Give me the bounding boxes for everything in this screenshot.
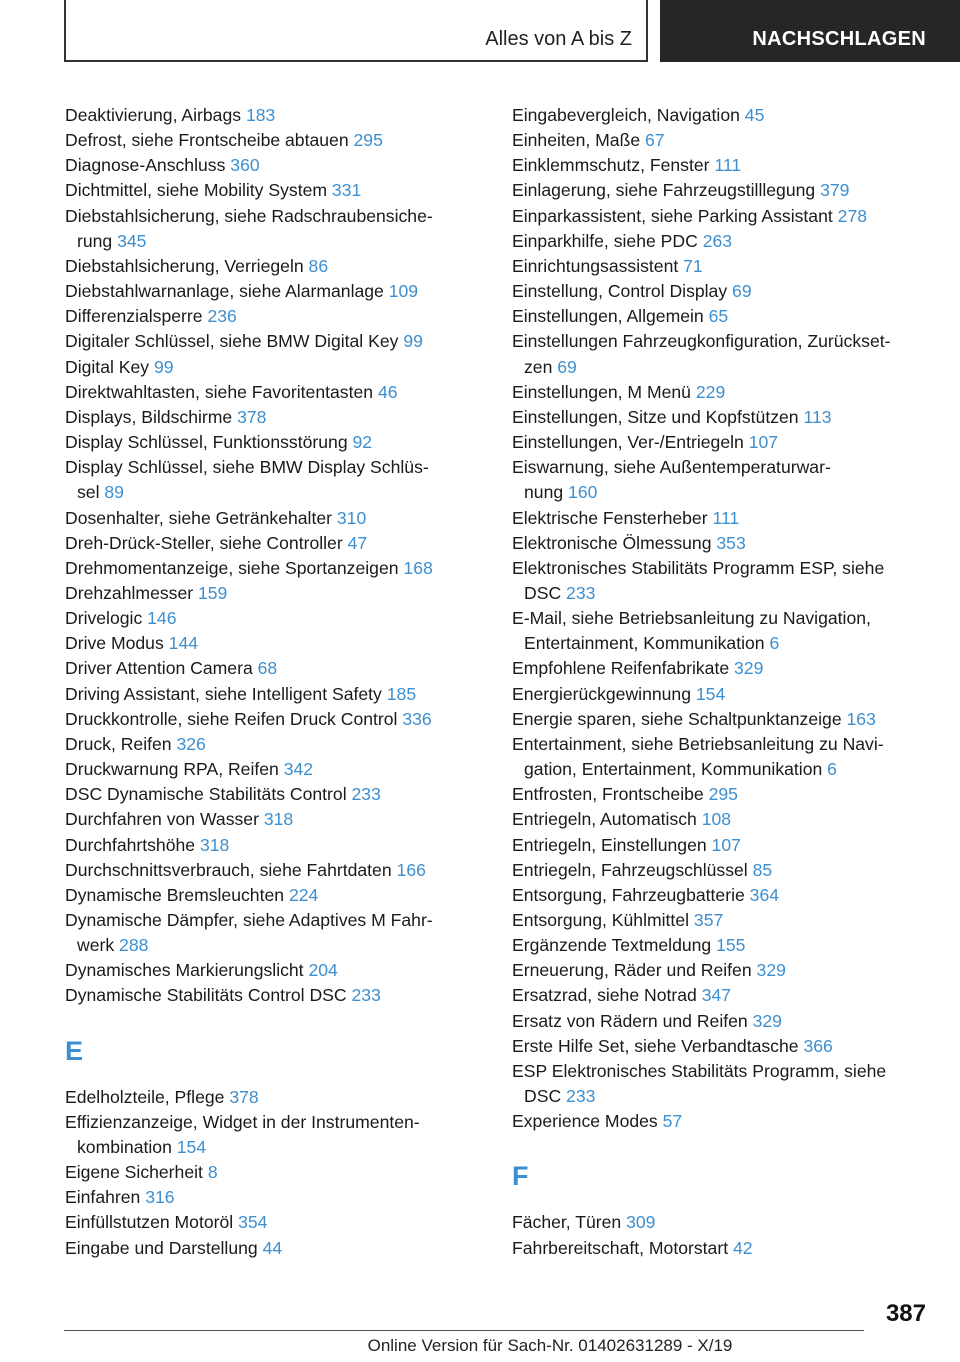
index-entry [512, 380, 942, 405]
page-reference-link[interactable]: 111 [712, 507, 740, 528]
index-entry [65, 506, 495, 531]
index-entry-text: Dreh-Drück-Steller, siehe Controller [65, 532, 343, 553]
index-entry-text: kombination [77, 1136, 172, 1157]
index-entry-text: Entriegeln, Automatisch [512, 809, 697, 830]
index-entry-text: DSC Dynamische Stabilitäts Control [65, 784, 347, 805]
index-entry-text: Energie sparen, siehe Schaltpunktanzeige [512, 708, 842, 729]
index-entry [65, 707, 495, 732]
index-entry [65, 908, 495, 958]
index-entry [65, 631, 495, 656]
index-entry [65, 606, 495, 631]
page-reference-link[interactable]: 295 [708, 784, 738, 805]
chapter-title: NACHSCHLAGEN [752, 28, 926, 50]
index-entry [512, 1059, 942, 1109]
page-reference-link[interactable]: 160 [568, 482, 598, 503]
page-reference-link[interactable]: 185 [386, 683, 417, 704]
index-entry-text: Dichtmittel, siehe Mobility System [65, 180, 328, 201]
index-entry [512, 178, 942, 203]
index-entry [65, 380, 495, 405]
index-entry-text: Eigene Sicherheit [65, 1162, 203, 1183]
page-reference-link[interactable]: 86 [308, 255, 329, 276]
page-reference-link[interactable]: 366 [803, 1035, 833, 1056]
index-entry [512, 304, 942, 329]
index-entry-text: Entsorgung, Fahrzeugbatterie [512, 884, 745, 905]
index-entry-text: Dosenhalter, siehe Getränkehalter [65, 507, 332, 528]
index-entry-text: nung [524, 482, 564, 503]
page-reference-link[interactable]: 85 [752, 859, 773, 880]
page-reference-link[interactable]: 42 [732, 1237, 753, 1258]
page-reference-link[interactable]: 336 [402, 708, 432, 729]
page-reference-link[interactable]: 353 [716, 532, 746, 553]
index-entry-text: Diebstahlwarnanlage, siehe Alarmanlage [65, 281, 384, 302]
index-entry [65, 531, 495, 556]
index-entry-text: Entriegeln, Fahrzeugschlüssel [512, 859, 748, 880]
page-reference-link[interactable]: 8 [207, 1162, 218, 1183]
index-entry-text: Einparkassistent, siehe Parking Assistant [512, 205, 833, 226]
index-entry [65, 455, 495, 505]
index-entry [65, 329, 495, 354]
index-entry-text: Druckkontrolle, siehe Reifen Druck Control [65, 708, 398, 729]
page-reference-link[interactable]: 329 [752, 1010, 782, 1031]
index-entry-text: Ersatz von Rädern und Reifen [512, 1010, 748, 1031]
page-reference-link[interactable]: 183 [245, 105, 276, 125]
index-column-left [65, 103, 495, 1261]
index-entry [512, 430, 942, 455]
index-entry [512, 1109, 942, 1134]
index-letter-heading: F [512, 1161, 529, 1192]
index-entry [512, 606, 942, 656]
index-entry [65, 178, 495, 203]
page-reference-link[interactable]: 163 [846, 708, 876, 729]
index-entry [512, 707, 942, 732]
index-entry-text: Dynamische Dämpfer, siehe Adaptives M Fahr- [65, 910, 433, 930]
page-reference-link[interactable]: 107 [711, 834, 741, 855]
index-entry-text: Display Schlüssel, siehe BMW Display Schlüs- [65, 457, 429, 478]
index-entry-text: DSC [524, 582, 562, 603]
page-reference-link[interactable]: 146 [147, 608, 177, 629]
page-reference-link[interactable]: 342 [283, 759, 314, 780]
page-reference-link[interactable]: 154 [176, 1136, 207, 1157]
index-entry [512, 807, 942, 832]
index-entry [65, 405, 495, 430]
index-entry-text: Einrichtungsassistent [512, 255, 679, 276]
index-entry [65, 656, 495, 681]
index-entry [65, 732, 495, 757]
index-entry [512, 329, 942, 379]
index-entry-text: Entfrosten, Frontscheibe [512, 784, 704, 805]
index-entry-text: Drehzahlmesser [65, 582, 194, 603]
index-entry [65, 782, 495, 807]
index-entry-text: Experience Modes [512, 1111, 658, 1132]
page-reference-link[interactable]: 159 [197, 582, 228, 603]
index-entry-text: Defrost, siehe Frontscheibe abtauen [65, 130, 349, 151]
page-reference-link[interactable]: 354 [238, 1212, 268, 1233]
index-entry [512, 833, 942, 858]
index-entry-text: Entsorgung, Kühlmittel [512, 910, 690, 930]
index-entry [65, 430, 495, 455]
index-entry [512, 405, 942, 430]
index-entry-text: Ergänzende Textmeldung [512, 935, 712, 956]
page-reference-link[interactable]: 107 [748, 432, 779, 453]
index-entry-text: Differenzialsperre [65, 306, 203, 327]
page-reference-link[interactable]: 113 [803, 406, 832, 427]
page-reference-link[interactable]: 233 [351, 784, 381, 805]
page-reference-link[interactable]: 6 [827, 759, 837, 780]
index-entry-text: Durchfahrtshöhe [65, 834, 196, 855]
page-reference-link[interactable]: 318 [263, 809, 294, 830]
index-entry-text: Elektrische Fensterheber [512, 507, 708, 528]
page-header [64, 0, 960, 66]
index-letter-heading: E [65, 1035, 84, 1066]
footer-text: Online Version für Sach-Nr. 01402631289 - X/19 [367, 1336, 733, 1355]
index-entry-text: Edelholzteile, Pflege [65, 1086, 225, 1107]
page-reference-link[interactable]: 295 [353, 130, 383, 151]
index-entry-text: Energierückgewinnung [512, 683, 691, 704]
index-entry [512, 1210, 942, 1235]
page-reference-link[interactable]: 69 [557, 356, 577, 377]
index-entry [65, 833, 495, 858]
index-entry-text: werk [77, 935, 115, 956]
index-entry-text: Dynamische Bremsleuchten [65, 884, 285, 905]
page-reference-link[interactable]: 310 [336, 507, 367, 528]
index-entry [512, 254, 942, 279]
page-reference-link[interactable]: 65 [708, 306, 729, 327]
index-entry-text: ESP Elektronisches Stabilitäts Programm, siehe [512, 1060, 887, 1081]
index-entry-text: Driver Attention Camera [65, 658, 253, 679]
index-entry-text: Entertainment, siehe Betriebsanleitung zu Navi- [512, 733, 884, 754]
index-entry-text: Erneuerung, Räder und Reifen [512, 960, 752, 981]
index-entry [512, 1009, 942, 1034]
index-entry [512, 229, 942, 254]
index-entry [512, 153, 942, 178]
index-entry [65, 807, 495, 832]
page-reference-link[interactable]: 111 [714, 155, 742, 176]
index-entry-text: Eingabevergleich, Navigation [512, 105, 740, 125]
page-reference-link[interactable]: 71 [683, 255, 703, 276]
page-reference-link[interactable]: 144 [168, 633, 199, 654]
index-entry [65, 556, 495, 581]
index-entry [512, 883, 942, 908]
index-entry-text: Entriegeln, Einstellungen [512, 834, 707, 855]
index-entry-text: zen [524, 356, 553, 377]
index-entry [512, 455, 942, 505]
page-reference-link[interactable]: 166 [396, 859, 426, 880]
section-title: Alles von A bis Z [485, 28, 632, 50]
page-reference-link[interactable]: 278 [837, 205, 868, 226]
index-entry-text: Einstellungen, Sitze und Kopfstützen [512, 406, 799, 427]
page-reference-link[interactable]: 99 [154, 356, 174, 377]
index-entry [65, 1236, 495, 1261]
index-entry [65, 858, 495, 883]
index-entry [512, 103, 942, 128]
index-entry [512, 279, 942, 304]
index-entry-text: Elektronische Ölmessung [512, 532, 712, 553]
page-reference-link[interactable]: 379 [820, 180, 850, 201]
index-entry-text: Diebstahlsicherung, siehe Radschraubensiche- [65, 205, 433, 226]
index-entry [512, 1034, 942, 1059]
index-entry-text: Einfüllstutzen Motoröl [65, 1212, 234, 1233]
index-entry-text: Effizienzanzeige, Widget in der Instrumenten- [65, 1111, 420, 1132]
chapter-tab [660, 0, 960, 62]
page-reference-link[interactable]: 224 [288, 884, 319, 905]
index-entry-text: Dynamische Stabilitäts Control DSC [65, 985, 347, 1006]
index-entry [512, 983, 942, 1008]
page-reference-link[interactable]: 309 [626, 1212, 656, 1233]
page-reference-link[interactable]: 109 [388, 281, 419, 302]
index-entry-text: Durchfahren von Wasser [65, 809, 259, 830]
index-entry [65, 128, 495, 153]
page-reference-link[interactable]: 155 [716, 935, 746, 956]
page-reference-link[interactable]: 229 [695, 381, 726, 402]
footer-divider [64, 1330, 864, 1331]
page-number: 387 [885, 1300, 926, 1327]
index-entry-text: Einklemmschutz, Fenster [512, 155, 710, 176]
index-entry-text: Direktwahltasten, siehe Favoritentasten [65, 381, 374, 402]
index-entry-text: Deaktivierung, Airbags [65, 105, 242, 125]
page-reference-link[interactable]: 69 [732, 281, 752, 302]
index-entry-text: Einstellung, Control Display [512, 281, 728, 302]
page-reference-link[interactable]: 154 [695, 683, 726, 704]
index-entry [65, 204, 495, 254]
index-entry [65, 1210, 495, 1235]
page-reference-link[interactable]: 378 [237, 406, 267, 427]
index-column-right [512, 103, 942, 1261]
page-reference-link[interactable]: 357 [693, 910, 724, 930]
page-reference-link[interactable]: 92 [352, 432, 373, 453]
index-entry-text: Display Schlüssel, Funktionsstörung [65, 432, 348, 453]
page-reference-link[interactable]: 46 [377, 381, 398, 402]
index-entry-text: Drivelogic [65, 608, 143, 629]
index-entry [512, 1236, 942, 1261]
page-reference-link[interactable]: 331 [331, 180, 362, 201]
index-entry [65, 983, 495, 1008]
index-entry-text: Entertainment, Kommunikation [524, 633, 765, 654]
index-entry-text: Driving Assistant, siehe Intelligent Safety [65, 683, 382, 704]
index-entry-text: sel [77, 482, 100, 503]
index-entry [512, 858, 942, 883]
section-tab [64, 0, 648, 62]
page-reference-link[interactable]: 364 [749, 884, 780, 905]
index-entry [65, 1110, 495, 1160]
index-entry-text: Einfahren [65, 1187, 141, 1208]
index-entry-text: Druckwarnung RPA, Reifen [65, 759, 279, 780]
index-entry-text: Fächer, Türen [512, 1212, 622, 1233]
index-entry-text: Drehmomentanzeige, siehe Sportanzeigen [65, 557, 399, 578]
index-entry-text: Diebstahlsicherung, Verriegeln [65, 255, 304, 276]
index-entry-text: Empfohlene Reifenfabrikate [512, 658, 730, 679]
page-reference-link[interactable]: 329 [756, 960, 786, 981]
index-entry [512, 782, 942, 807]
index-entry [65, 355, 495, 380]
index-entry [512, 908, 942, 933]
page-reference-link[interactable]: 326 [176, 733, 206, 754]
page-reference-link[interactable]: 45 [744, 105, 765, 125]
page-reference-link[interactable]: 345 [117, 230, 147, 251]
index-entry [65, 581, 495, 606]
page-reference-link[interactable]: 68 [257, 658, 278, 679]
index-entry-text: Fahrbereitschaft, Motorstart [512, 1237, 729, 1258]
index-entry [512, 506, 942, 531]
page-reference-link[interactable]: 360 [230, 155, 260, 176]
index-entry-text: Durchschnittsverbrauch, siehe Fahrtdaten [65, 859, 392, 880]
page-reference-link[interactable]: 233 [351, 985, 381, 1006]
index-entry-text: Einlagerung, siehe Fahrzeugstilllegung [512, 180, 816, 201]
page-reference-link[interactable]: 233 [566, 1086, 596, 1107]
index-entry-text: Eiswarnung, siehe Außentemperaturwar- [512, 457, 831, 478]
page-reference-link[interactable]: 89 [104, 482, 124, 503]
index-entry-text: Drive Modus [65, 633, 164, 654]
page-reference-link[interactable]: 288 [119, 935, 149, 956]
index-entry [65, 682, 495, 707]
page-reference-link[interactable]: 378 [229, 1086, 259, 1107]
page-reference-link[interactable]: 44 [262, 1237, 283, 1258]
page-reference-link[interactable]: 263 [702, 230, 733, 251]
page-reference-link[interactable]: 318 [199, 834, 230, 855]
index-entry [65, 304, 495, 329]
index-entry [65, 153, 495, 178]
index-entry [512, 204, 942, 229]
index-entry [65, 279, 495, 304]
index-entry-text: gation, Entertainment, Kommunikation [524, 759, 823, 780]
index-entry [512, 933, 942, 958]
index-entry-text: Ersatzrad, siehe Notrad [512, 985, 697, 1006]
index-entry-text: Einstellungen Fahrzeugkonfiguration, Zurückset- [512, 331, 891, 352]
index-entry-text: Erste Hilfe Set, siehe Verbandtasche [512, 1035, 799, 1056]
page-reference-link[interactable]: 316 [145, 1187, 175, 1208]
index-entry [512, 531, 942, 556]
index-entry-text: Einparkhilfe, siehe PDC [512, 230, 698, 251]
index-entry-text: Dynamisches Markierungslicht [65, 960, 304, 981]
index-entry-text: Einstellungen, Allgemein [512, 306, 704, 327]
index-entry [65, 103, 495, 128]
index-entry [512, 732, 942, 782]
index-entry [512, 958, 942, 983]
page-reference-link[interactable]: 236 [207, 306, 237, 327]
index-entry [65, 1160, 495, 1185]
page-reference-link[interactable]: 47 [347, 532, 368, 553]
index-entry [65, 1085, 495, 1110]
index-entry [65, 958, 495, 983]
page-reference-link[interactable]: 67 [645, 130, 665, 151]
index-entry-text: rung [77, 230, 113, 251]
index-entry [65, 254, 495, 279]
page-reference-link[interactable]: 6 [769, 633, 780, 654]
index-entry-text: DSC [524, 1086, 562, 1107]
page-reference-link[interactable]: 233 [566, 582, 596, 603]
index-entry-text: Druck, Reifen [65, 733, 172, 754]
index-entry-text: Elektronisches Stabilitäts Programm ESP, siehe [512, 557, 885, 578]
index-entry-text: Eingabe und Darstellung [65, 1237, 258, 1258]
index-entry [512, 682, 942, 707]
index-entry [65, 757, 495, 782]
page-reference-link[interactable]: 57 [662, 1111, 683, 1132]
index-entry-text: Diagnose-Anschluss [65, 155, 226, 176]
page-reference-link[interactable]: 204 [308, 960, 338, 981]
page-reference-link[interactable]: 329 [734, 658, 764, 679]
page-reference-link[interactable]: 108 [701, 809, 732, 830]
index-entry [65, 1185, 495, 1210]
index-entry-text: Einstellungen, Ver-/Entriegeln [512, 432, 744, 453]
index-entry-text: Digital Key [65, 356, 150, 377]
index-entry-text: Digitaler Schlüssel, siehe BMW Digital Key [65, 331, 399, 352]
index-entry [512, 556, 942, 606]
page-reference-link[interactable]: 168 [403, 557, 433, 578]
index-entry-text: E-Mail, siehe Betriebsanleitung zu Navigation, [512, 608, 871, 629]
index-entry [512, 656, 942, 681]
index-entry [512, 128, 942, 153]
index-entry-text: Einheiten, Maße [512, 130, 641, 151]
index-entry [65, 883, 495, 908]
index-entry-text: Einstellungen, M Menü [512, 381, 691, 402]
index-entry-text: Displays, Bildschirme [65, 406, 233, 427]
page-reference-link[interactable]: 99 [403, 331, 423, 352]
page-reference-link[interactable]: 347 [701, 985, 732, 1006]
